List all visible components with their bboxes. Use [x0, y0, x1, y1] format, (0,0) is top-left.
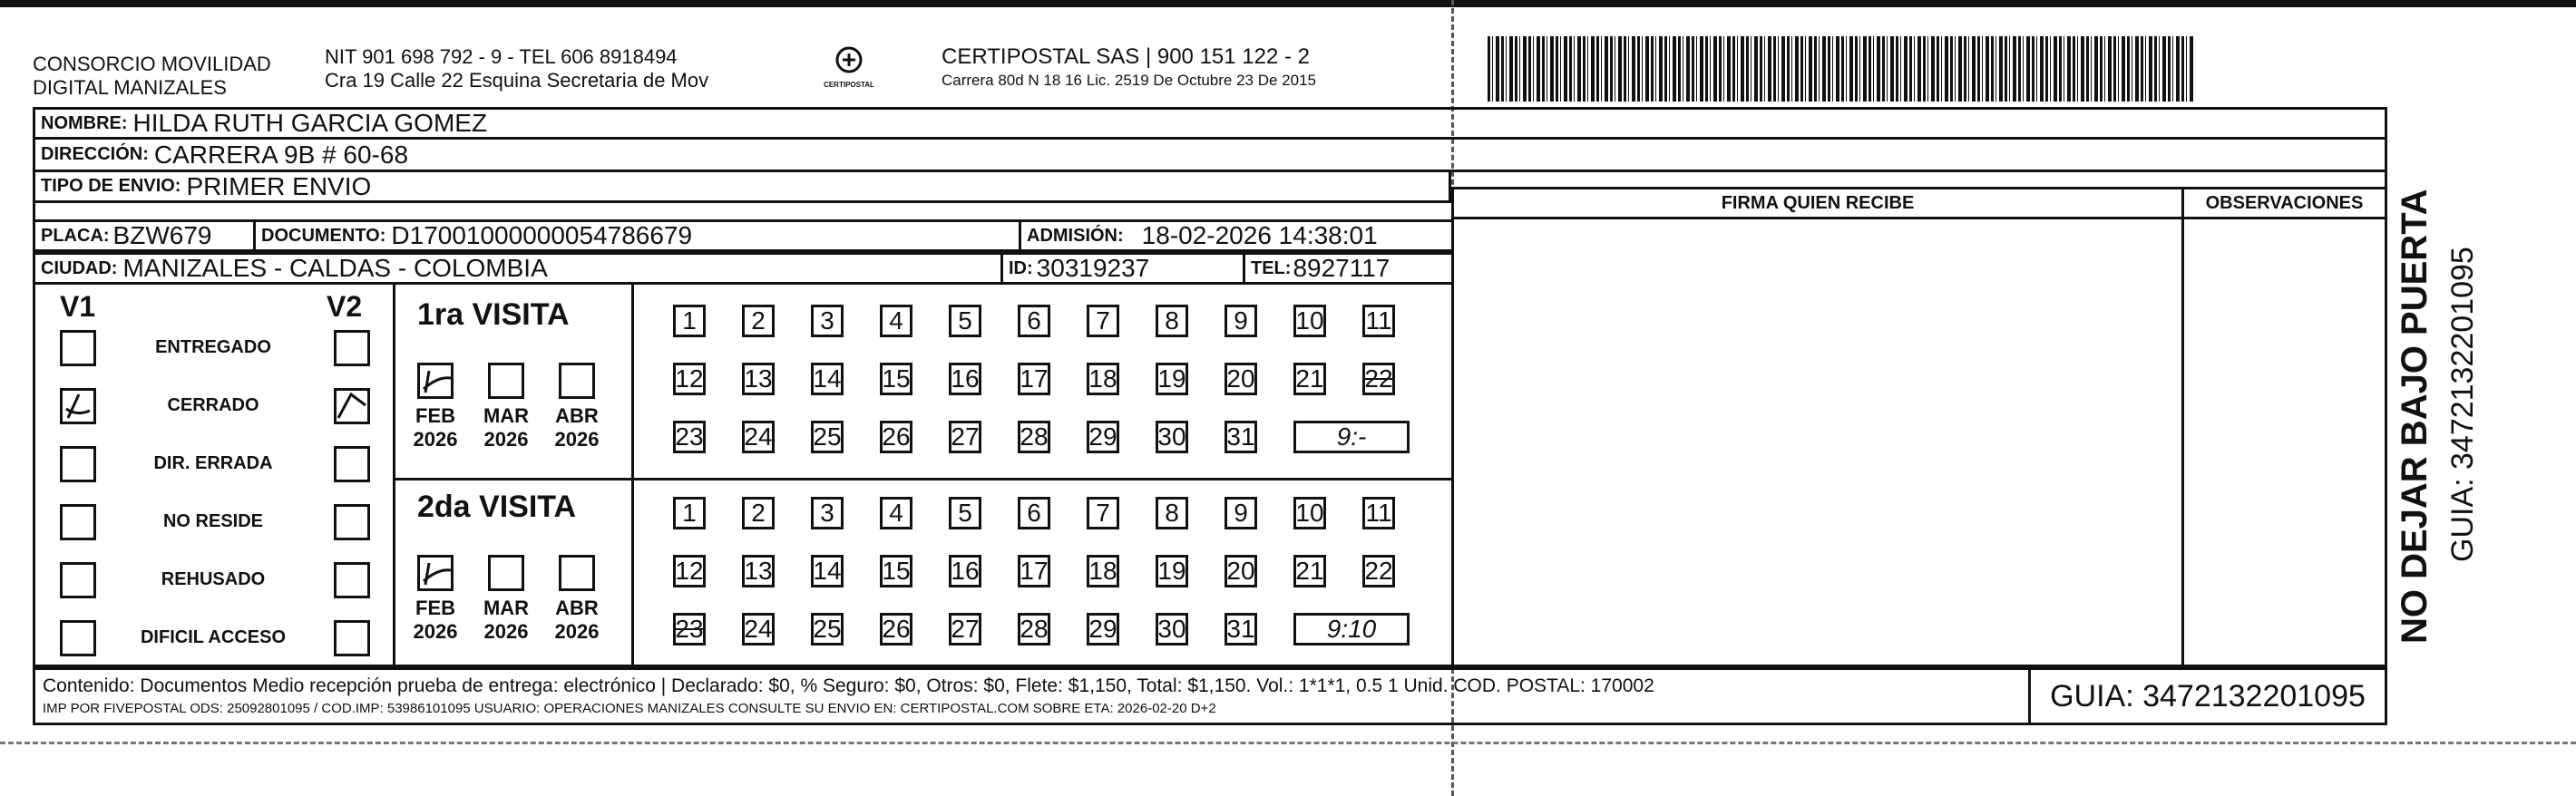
second-visit-day-9[interactable]: 9 — [1225, 497, 1257, 529]
courier-info: CERTIPOSTAL SAS | 900 151 122 - 2 Carrera 80d N 18 16 Lic. 2519 De Octubre 23 De 2015 — [942, 44, 1316, 89]
second-visit-month-label: MAR 2026 — [483, 597, 530, 643]
first-visit-day-25[interactable]: 25 — [811, 421, 844, 453]
v2-label: V2 — [327, 290, 363, 323]
first-visit-day-3[interactable]: 3 — [811, 305, 844, 337]
second-visit-day-7[interactable]: 7 — [1087, 497, 1119, 529]
v2-checkbox-dir-errada[interactable] — [334, 446, 370, 482]
first-visit-day-28[interactable]: 28 — [1018, 421, 1050, 453]
first-visit-day-8[interactable]: 8 — [1156, 305, 1188, 337]
first-visit-day-31[interactable]: 31 — [1225, 421, 1257, 453]
first-visit-day-22[interactable]: 22 — [1362, 363, 1395, 395]
first-visit-day-5[interactable]: 5 — [949, 305, 981, 337]
v1-label: V1 — [60, 290, 96, 323]
v1-checkbox-rehusado[interactable] — [60, 562, 96, 598]
first-visit-day-14[interactable]: 14 — [811, 363, 844, 395]
first-visit-month-label: FEB 2026 — [413, 404, 458, 451]
second-visit-month-box-mar[interactable] — [488, 555, 524, 591]
second-visit-day-19[interactable]: 19 — [1156, 555, 1188, 587]
id-value: 30319237 — [1036, 254, 1150, 282]
first-visit-day-1[interactable]: 1 — [673, 305, 706, 337]
second-visit-day-29[interactable]: 29 — [1087, 613, 1119, 646]
first-visit-month-box-abr[interactable] — [559, 363, 595, 399]
first-visit-day-16[interactable]: 16 — [949, 363, 981, 395]
firma-area[interactable] — [1451, 219, 2181, 667]
footer-line1: Contenido: Documentos Medio recepción prueba de entrega: electrónico | Declarado: $0, % Seguro: $0, Otros: $0, Flete: $1,150, Total: $1,150. Vol.: 1*1*1, 0.5 1 Unid. COD. POSTAL: 170002 — [43, 675, 1654, 696]
first-visit-day-20[interactable]: 20 — [1225, 363, 1257, 395]
second-visit-day-30[interactable]: 30 — [1156, 613, 1188, 646]
second-visit-day-18[interactable]: 18 — [1087, 555, 1119, 587]
documento-cell: DOCUMENTO: D17001000000054786679 — [253, 219, 1021, 252]
second-visit-day-20[interactable]: 20 — [1225, 555, 1257, 587]
first-visit-day-9[interactable]: 9 — [1225, 305, 1257, 337]
check-mark-icon — [420, 558, 451, 588]
second-visit-day-1[interactable]: 1 — [673, 497, 706, 529]
second-visit-month-label: FEB 2026 — [413, 597, 458, 643]
footer-content — [33, 667, 2028, 725]
second-visit-time-box[interactable]: 9:10 — [1293, 613, 1410, 646]
second-visit-day-4[interactable]: 4 — [880, 497, 912, 529]
v1-checkbox-dificil-acceso[interactable] — [60, 620, 96, 656]
placa-value: BZW679 — [112, 221, 212, 249]
ciudad-value: MANIZALES - CALDAS - COLOMBIA — [122, 254, 548, 282]
first-visit-month-box-mar[interactable] — [488, 363, 524, 399]
ciudad-cell: CIUDAD: MANIZALES - CALDAS - COLOMBIA — [33, 252, 1003, 285]
top-border — [0, 0, 2576, 7]
first-visit-month-label: MAR 2026 — [483, 404, 530, 451]
id-cell: ID: 30319237 — [1000, 252, 1245, 285]
second-visit-day-21[interactable]: 21 — [1293, 555, 1326, 587]
first-visit-day-12[interactable]: 12 — [673, 363, 706, 395]
tel-cell: TEL: 8927117 — [1243, 252, 1454, 285]
second-visit-day-28[interactable]: 28 — [1018, 613, 1050, 646]
second-visit-day-14[interactable]: 14 — [811, 555, 844, 587]
certipostal-logo: CERTIPOSTAL — [822, 45, 876, 89]
v2-checkbox-entregado[interactable] — [334, 330, 370, 366]
firma-header: FIRMA QUIEN RECIBE — [1451, 187, 2184, 219]
first-visit-day-15[interactable]: 15 — [880, 363, 912, 395]
v1-checkbox-entregado[interactable] — [60, 330, 96, 366]
observaciones-header: OBSERVACIONES — [2181, 187, 2387, 219]
cut-line — [0, 742, 2576, 744]
first-visit-day-29[interactable]: 29 — [1087, 421, 1119, 453]
second-visit-day-10[interactable]: 10 — [1293, 497, 1326, 529]
second-visit-day-13[interactable]: 13 — [742, 555, 775, 587]
first-visit-title: 1ra VISITA — [417, 297, 570, 332]
second-visit-month-label: ABR 2026 — [554, 597, 600, 643]
second-visit-day-25[interactable]: 25 — [811, 613, 844, 646]
first-visit-day-27[interactable]: 27 — [949, 421, 981, 453]
second-visit-day-27[interactable]: 27 — [949, 613, 981, 646]
tel-value: 8927117 — [1293, 254, 1390, 282]
status-label-entregado: ENTREGADO — [155, 337, 271, 357]
second-visit-day-6[interactable]: 6 — [1018, 497, 1050, 529]
check-mark-icon — [63, 391, 93, 422]
first-visit-time-box[interactable]: 9:- — [1293, 421, 1410, 453]
nombre-row: NOMBRE: HILDA RUTH GARCIA GOMEZ — [33, 107, 2387, 140]
first-visit-day-13[interactable]: 13 — [742, 363, 775, 395]
admision-cell: ADMISIÓN: 18-02-2026 14:38:01 — [1019, 219, 1454, 252]
second-visit-day-5[interactable]: 5 — [949, 497, 981, 529]
second-visit-title: 2da VISITA — [417, 490, 577, 524]
status-label-dificil-acceso: DIFICIL ACCESO — [140, 627, 286, 647]
v2-checkbox-rehusado[interactable] — [334, 562, 370, 598]
company-nit: NIT 901 698 792 - 9 - TEL 606 8918494 Cra 19 Calle 22 Esquina Secretaria de Mov — [325, 45, 709, 92]
barcode — [1488, 36, 2195, 102]
second-visit-day-11[interactable]: 11 — [1362, 497, 1395, 529]
second-visit-month-box-feb[interactable] — [417, 555, 454, 591]
v2-checkbox-dificil-acceso[interactable] — [334, 620, 370, 656]
status-label-dir-errada: DIR. ERRADA — [153, 453, 273, 473]
status-label-no-reside: NO RESIDE — [162, 511, 264, 531]
side-guia: GUIA: 3472132201095 — [2445, 247, 2480, 562]
first-visit-day-18[interactable]: 18 — [1087, 363, 1119, 395]
first-visit-month-label: ABR 2026 — [554, 404, 600, 451]
v1-checkbox-cerrado[interactable] — [60, 388, 96, 424]
first-visit-day-6[interactable]: 6 — [1018, 305, 1050, 337]
company-name: CONSORCIO MOVILIDAD DIGITAL MANIZALES — [33, 53, 271, 99]
v2-checkbox-no-reside[interactable] — [334, 504, 370, 540]
direccion-value: CARRERA 9B # 60-68 — [153, 140, 409, 169]
visit-month-divider — [631, 285, 634, 667]
logo-icon — [831, 45, 867, 76]
status-label-cerrado: CERRADO — [167, 395, 259, 415]
first-visit-day-24[interactable]: 24 — [742, 421, 775, 453]
second-visit-day-31[interactable]: 31 — [1225, 613, 1257, 646]
guia-box: GUIA: 3472132201095 — [2028, 667, 2387, 725]
footer-line2: IMP POR FIVEPOSTAL ODS: 25092801095 / COD.IMP: 53986101095 USUARIO: OPERACIONES MANIZALES CONSULTE SU ENVIO EN: CERTIPOSTAL.COM SOBRE ETA: 2026-02-20 D+2 — [43, 701, 1216, 716]
first-visit-day-19[interactable]: 19 — [1156, 363, 1188, 395]
check-mark-icon — [337, 391, 367, 422]
first-visit-day-10[interactable]: 10 — [1293, 305, 1326, 337]
first-visit-day-30[interactable]: 30 — [1156, 421, 1188, 453]
second-visit-day-22[interactable]: 22 — [1362, 555, 1395, 587]
documento-value: D17001000000054786679 — [391, 221, 693, 249]
first-visit-day-21[interactable]: 21 — [1293, 363, 1326, 395]
second-visit-day-3[interactable]: 3 — [811, 497, 844, 529]
first-visit-day-11[interactable]: 11 — [1362, 305, 1395, 337]
first-visit-day-4[interactable]: 4 — [880, 305, 912, 337]
tipo-envio-row: TIPO DE ENVIO: PRIMER ENVIO — [33, 172, 1451, 203]
first-visit-month-box-feb[interactable] — [417, 363, 454, 399]
first-visit-day-26[interactable]: 26 — [880, 421, 912, 453]
v1-checkbox-no-reside[interactable] — [60, 504, 96, 540]
direccion-row: DIRECCIÓN: CARRERA 9B # 60-68 — [33, 140, 2387, 172]
first-visit-day-17[interactable]: 17 — [1018, 363, 1050, 395]
status-label-rehusado: REHUSADO — [161, 569, 266, 589]
tipo-envio-value: PRIMER ENVIO — [186, 171, 372, 200]
second-visit-day-24[interactable]: 24 — [742, 613, 775, 646]
second-visit-day-26[interactable]: 26 — [880, 613, 912, 646]
second-visit-day-16[interactable]: 16 — [949, 555, 981, 587]
admision-value: 18-02-2026 14:38:01 — [1141, 221, 1378, 249]
first-visit-day-7[interactable]: 7 — [1087, 305, 1119, 337]
second-visit-day-15[interactable]: 15 — [880, 555, 912, 587]
placa-cell: PLACA: BZW679 — [33, 219, 256, 252]
first-visit-day-23[interactable]: 23 — [673, 421, 706, 453]
first-visit-day-2[interactable]: 2 — [742, 305, 775, 337]
second-visit-day-17[interactable]: 17 — [1018, 555, 1050, 587]
check-mark-icon — [420, 365, 451, 396]
v2-checkbox-cerrado[interactable] — [334, 388, 370, 424]
nombre-value: HILDA RUTH GARCIA GOMEZ — [132, 109, 488, 137]
second-visit-day-8[interactable]: 8 — [1156, 497, 1188, 529]
side-no-dejar: NO DEJAR BAJO PUERTA — [2395, 189, 2435, 644]
second-visit-day-2[interactable]: 2 — [742, 497, 775, 529]
second-visit-day-12[interactable]: 12 — [673, 555, 706, 587]
v1-checkbox-dir-errada[interactable] — [60, 446, 96, 482]
second-visit-month-box-abr[interactable] — [559, 555, 595, 591]
second-visit-day-23[interactable]: 23 — [673, 613, 706, 646]
observaciones-area[interactable] — [2181, 219, 2387, 667]
